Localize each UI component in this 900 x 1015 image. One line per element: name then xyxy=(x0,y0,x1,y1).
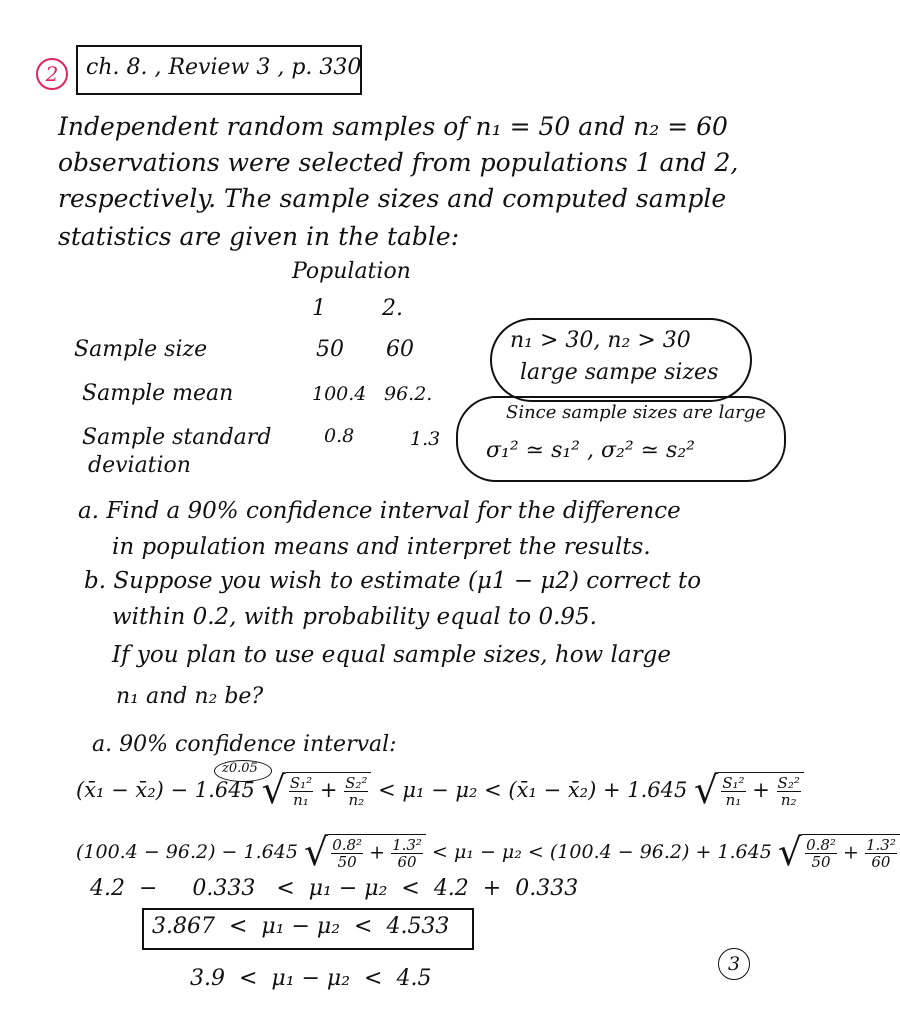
sample-size-condition: n₁ > 30, n₂ > 30 xyxy=(510,328,691,353)
plus-sign: + xyxy=(319,778,338,802)
chapter-reference: ch. 8. , Review 3 , p. 330 xyxy=(86,55,362,80)
sd2-squared: 1.3² xyxy=(392,836,422,854)
sample-size-1: 50 xyxy=(337,853,357,871)
row-label-sample-sd: Sample standard xyxy=(82,425,272,450)
confidence-interval-answer: 3.867 < μ₁ − μ₂ < 4.533 xyxy=(152,914,450,939)
question-b-line-3: If you plan to use equal sample sizes, how large xyxy=(112,642,671,668)
table-title: Population xyxy=(292,259,411,284)
sqrt-symbol-numeric-right: √ xyxy=(777,830,803,874)
sample-size-2-right: 60 xyxy=(871,853,891,871)
column-header-1: 1 xyxy=(312,296,326,321)
problem-number-badge: 2 xyxy=(36,58,68,90)
sd2-squared-right: 1.3² xyxy=(865,836,896,854)
formula-line-numeric xyxy=(76,830,900,874)
problem-line-2: observations were selected from populations 1 and 2, xyxy=(58,148,739,177)
question-b-line-2: within 0.2, with probability equal to 0.95. xyxy=(112,604,597,630)
sqrt-symbol: √ xyxy=(261,768,286,812)
question-a-line-1: a. Find a 90% confidence interval for the difference xyxy=(78,498,681,524)
cell-mean-2: 96.2. xyxy=(384,383,433,405)
sqrt-numeric-term-right xyxy=(802,834,900,870)
problem-line-1: Independent random samples of n₁ = 50 and n₂ = 60 xyxy=(58,112,728,141)
sample-size-1-right: 50 xyxy=(811,853,831,871)
row-label-sample-mean: Sample mean xyxy=(82,381,234,406)
margin-of-error-line: 4.2 − 0.333 < μ₁ − μ₂ < 4.2 + 0.333 xyxy=(90,876,579,901)
s2-squared: S₂² xyxy=(345,774,368,792)
s1-squared: S₁² xyxy=(289,774,313,792)
cell-size-2: 60 xyxy=(386,337,414,362)
problem-line-3: respectively. The sample sizes and computed sample xyxy=(58,184,727,213)
plus-sign-right: + xyxy=(752,778,770,802)
since-large-note: Since sample sizes are large xyxy=(506,402,766,423)
question-b-line-4: n₁ and n₂ be? xyxy=(116,684,264,709)
page-number: 3 xyxy=(718,948,750,980)
solution-heading: a. 90% confidence interval: xyxy=(92,732,397,757)
plus-sign-numeric: + xyxy=(369,841,386,864)
numeric-left: (100.4 − 96.2) − 1.645 xyxy=(76,841,298,863)
cell-mean-1: 100.4 xyxy=(312,383,367,405)
n1-right: n₁ xyxy=(725,791,742,809)
sigma-approx-note: σ₁² ≃ s₁² , σ₂² ≃ s₂² xyxy=(486,438,695,463)
s1-squared-right: S₁² xyxy=(722,774,745,792)
cell-sd-2: 1.3 xyxy=(410,428,441,450)
n2-right: n₂ xyxy=(780,791,797,809)
sqrt-variance-term xyxy=(286,772,372,808)
cell-sd-1: 0.8 xyxy=(324,425,355,447)
numeric-middle: < μ₁ − μ₂ < (100.4 − 96.2) + 1.645 xyxy=(432,841,772,863)
sqrt-numeric-term xyxy=(328,834,426,870)
n2: n₂ xyxy=(348,791,365,809)
formula-left: (x̄₁ − x̄₂) − 1.645 xyxy=(76,778,255,802)
s2-squared-right: S₂² xyxy=(777,774,800,792)
large-sample-note: large sampe sizes xyxy=(520,360,719,385)
sqrt-symbol-right: √ xyxy=(694,768,719,812)
n1: n₁ xyxy=(293,791,309,809)
z-value-note: z0.05 xyxy=(222,761,258,776)
cell-size-1: 50 xyxy=(316,337,344,362)
problem-line-4: statistics are given in the table: xyxy=(58,222,460,251)
row-label-sample-size: Sample size xyxy=(74,337,208,362)
rounded-interval: 3.9 < μ₁ − μ₂ < 4.5 xyxy=(190,966,432,991)
formula-line-symbolic xyxy=(76,768,804,812)
plus-sign-numeric-right: + xyxy=(843,841,859,864)
question-a-line-2: in population means and interpret the results. xyxy=(112,534,651,560)
sqrt-symbol-numeric: √ xyxy=(303,830,329,874)
question-b-line-1: b. Suppose you wish to estimate (μ1 − μ2) correct to xyxy=(84,568,702,594)
sd1-squared: 0.8² xyxy=(332,836,363,854)
row-label-sample-sd-2: deviation xyxy=(88,453,191,478)
sd1-squared-right: 0.8² xyxy=(806,836,836,854)
sample-size-2: 60 xyxy=(397,853,417,871)
sqrt-variance-term-right xyxy=(718,772,804,808)
column-header-2: 2. xyxy=(382,296,403,321)
formula-middle: < μ₁ − μ₂ < (x̄₁ − x̄₂) + 1.645 xyxy=(378,778,688,802)
